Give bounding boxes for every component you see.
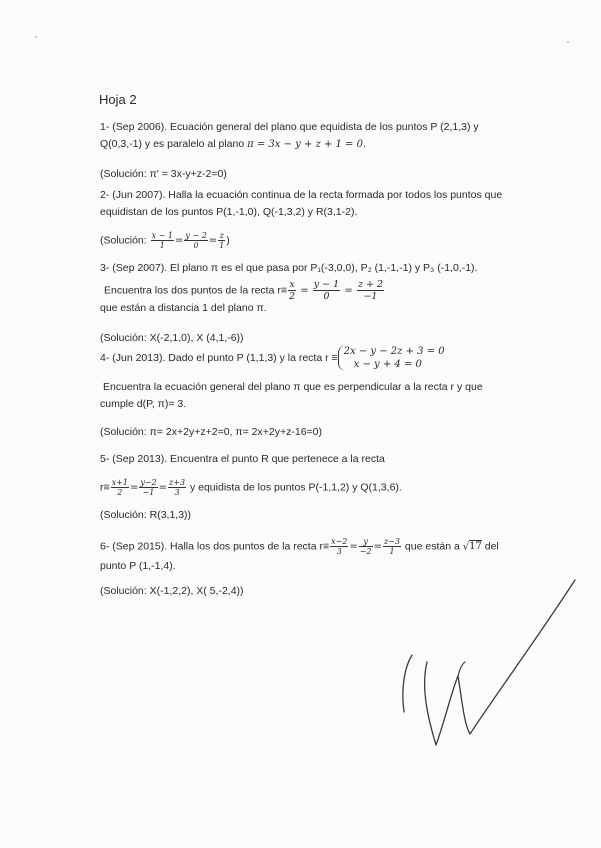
problem-4-statement-line-2: Encuentra la ecuación general del plano π que es perpendicular a la recta r y que xyxy=(103,381,483,393)
fraction-denominator: 3 xyxy=(336,547,342,556)
problem-3-statement-line-2: Encuentra los dos puntos de la recta r≡ $\frac{x}{2}$ = $\frac{y - 1}{0}$ = $\frac{z + 2}{-1}$ xyxy=(104,279,384,302)
problem-4-statement-line-3: cumple d(P, π)= 3. xyxy=(100,398,187,410)
problem-2-solution: (Solución: $\frac{x - 1}{1}$ = $\frac{y - 2}{0}$ = $\frac{z}{1}$ ) xyxy=(100,231,230,250)
fraction-denominator: 1 xyxy=(389,547,395,556)
fraction-denominator: 0 xyxy=(323,291,330,302)
solution-label: (Solución: xyxy=(100,234,150,247)
problem-5-text: r≡ xyxy=(100,481,110,494)
problem-6-text: 6- (Sep 2015). Halla los dos puntos de la recta r≡ xyxy=(100,540,330,553)
fraction-denominator: −2 xyxy=(359,547,372,556)
problem-2-statement-line-2: equidistan de los puntos P(1,-1,0), Q(-1,3,2) y R(3,1-2). xyxy=(100,206,358,218)
problem-4-text: 4- (Jun 2013). Dado el punto P (1,1,3) y la recta r ≡ xyxy=(100,351,338,364)
problem-3-statement-line-3: que están a distancia 1 del plano π. xyxy=(100,302,267,314)
problem-5-solution: (Solución: R(3,1,3)) xyxy=(100,509,192,521)
fraction-denominator: 3 xyxy=(174,488,180,497)
problem-2-statement-line-1: 2- (Jun 2007). Halla la ecuación continua de la recta formada por todos los puntos que xyxy=(100,189,503,201)
fraction-numerator: z+3 xyxy=(169,478,186,487)
fraction-denominator: 2 xyxy=(117,488,123,497)
fraction-denominator: 1 xyxy=(219,241,225,250)
fraction-numerator: x xyxy=(289,279,295,290)
fraction-denominator: 2 xyxy=(288,291,296,302)
problem-3-text: Encuentra los dos puntos de la recta r≡ xyxy=(104,284,287,297)
problem-6-statement-line-1: 6- (Sep 2015). Halla los dos puntos de la recta r≡ $\frac{x-2}{3}$ = $\frac{y}{-2}$ = $\frac{z-3}{1}$ que están a √17 del xyxy=(100,537,499,556)
system-equation-1: 2x − y − 2z + 3 = 0 xyxy=(343,346,445,357)
problem-1-plane-equation: π = 3x − y + z + 1 = 0. xyxy=(247,139,367,150)
problem-6-text: que están a xyxy=(402,540,463,553)
fraction-numerator: x − 1 xyxy=(151,231,173,240)
problem-6-solution: (Solución: X(-1,2,2), X( 5,-2,4)) xyxy=(100,585,244,597)
fraction-denominator: 0 xyxy=(193,241,199,250)
fraction-numerator: x+1 xyxy=(111,478,128,487)
problem-5-text: y equidista de los puntos P(-1,1,2) y Q(1,3,6). xyxy=(187,481,402,494)
fraction-denominator: 1 xyxy=(159,241,165,250)
problem-5-statement-line-1: 5- (Sep 2013). Encuentra el punto R que pertenece a la recta xyxy=(100,453,385,465)
fraction-numerator: y − 2 xyxy=(185,231,207,240)
system-equation-2: x − y + 4 = 0 xyxy=(353,359,422,370)
fraction-numerator: y − 1 xyxy=(313,279,340,290)
fraction-denominator: −1 xyxy=(363,291,378,302)
problem-1-solution: (Solución: π′ = 3x-y+z-2=0) xyxy=(100,168,227,180)
problem-1-statement-line-1: 1- (Sep 2006). Ecuación general del plano que equidista de los puntos P (2,1,3) y xyxy=(100,121,479,133)
problem-3-solution: (Solución: X(-2,1,0), X (4,1,-6)) xyxy=(100,332,244,344)
solution-close: ) xyxy=(226,234,230,247)
square-root-radicand: 17 xyxy=(469,541,482,553)
problem-3-statement-line-1: 3- (Sep 2007). El plano π es el que pasa por P₁(-3,0,0), P₂ (1,-1,-1) y P₃ (-1,0,-1). xyxy=(100,262,478,274)
fraction-numerator: z−3 xyxy=(383,537,400,546)
fraction-numerator: y xyxy=(359,537,373,547)
square-root: √17 xyxy=(462,541,482,553)
problem-5-statement-line-2: r≡ $\frac{x+1}{2}$ = $\frac{y-2}{-1}$ = $\frac{z+3}{3}$ y equidista de los puntos P(-1,1,2) y Q(1,3,6). xyxy=(100,478,402,497)
page-title: Hoja 2 xyxy=(99,92,137,107)
fraction-denominator: −1 xyxy=(142,488,155,497)
fraction-numerator: z + 2 xyxy=(357,279,384,290)
problem-4-solution: (Solución: π= 2x+2y+z+2=0, π= 2x+2y+z-16=0) xyxy=(100,426,323,438)
fraction-numerator: z xyxy=(219,231,224,240)
problem-6-statement-line-2: punto P (1,-1,4). xyxy=(100,560,176,572)
fraction-numerator: y−2 xyxy=(140,478,157,487)
problem-1-text: Q(0,3,-1) y es paralelo al plano xyxy=(100,138,248,150)
fraction-numerator: x−2 xyxy=(331,537,348,546)
problem-6-text: del xyxy=(481,540,499,553)
